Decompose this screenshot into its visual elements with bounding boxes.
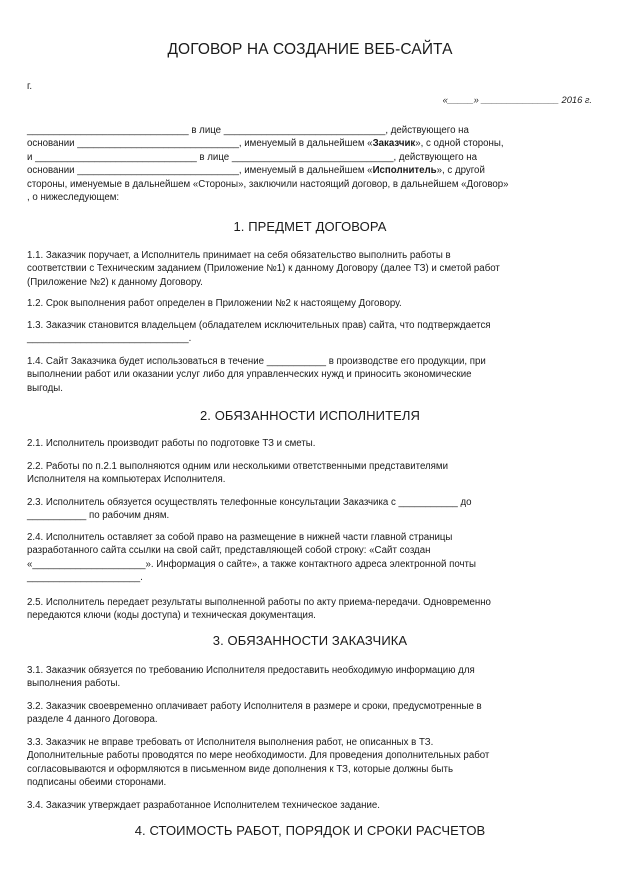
clause-3-2: 3.2. Заказчик своевременно оплачивает работу Исполнителя в размере и сроки, предусмотренные в разделе 4 данного Договора.	[27, 701, 482, 726]
clause-2-1: 2.1. Исполнитель производит работы по подготовке ТЗ и сметы.	[27, 438, 316, 449]
preamble-line: , о нижеследующем:	[27, 192, 120, 204]
preamble-line: ______________________________ в лице ______________________________, действующего на	[27, 125, 469, 136]
document-title: ДОГОВОР НА СОЗДАНИЕ ВЕБ-САЙТА	[167, 41, 453, 58]
preamble-line: основании ______________________________, именуемый в дальнейшем «Заказчик», с одной стороны,	[27, 138, 504, 150]
preamble-line: и ______________________________ в лице ______________________________, действующего на	[27, 151, 478, 163]
section-heading: 3. ОБЯЗАННОСТИ ЗАКАЗЧИКА	[212, 633, 408, 648]
clause-2-4: 2.4. Исполнитель оставляет за собой право на размещение в нижней части главной страницы разработанного сайта ссылки на свой сайт, представляющей собой строку: «Сайт создан «_____________________». Информация о сайте», а также контактного адреса электронной почты _____________________.	[27, 532, 476, 584]
clause-3-1: 3.1. Заказчик обязуется по требованию Исполнителя предоставить необходимую информацию для выполнения работы.	[27, 665, 475, 690]
clause-2-3: 2.3. Исполнитель обязуется осуществлять телефонные консультации Заказчика с ___________ до ___________ по рабочим дням.	[27, 497, 472, 522]
clause-2-5: 2.5. Исполнитель передает результаты выполненной работы по акту приема-передачи. Одновременно передаются ключи (коды доступа) и техническая документация.	[27, 597, 491, 622]
clause-3-4: 3.4. Заказчик утверждает разработанное Исполнителем техническое задание.	[27, 800, 380, 811]
city-line: г.	[27, 81, 33, 92]
section-heading: 2. ОБЯЗАННОСТИ ИСПОЛНИТЕЛЯ	[199, 408, 421, 423]
preamble-line: стороны, именуемые в дальнейшем «Стороны», заключили настоящий договор, в дальнейшем «Договор»	[27, 178, 509, 190]
preamble	[27, 124, 593, 204]
clause-1-3: 1.3. Заказчик становится владельцем (обладателем исключительных прав) сайта, что подтверждается ______________________________.	[27, 320, 491, 345]
section-heading: 1. ПРЕДМЕТ ДОГОВОРА	[233, 219, 387, 234]
clause-1-2: 1.2. Срок выполнения работ определен в Приложении №2 к настоящему Договору.	[27, 298, 402, 309]
clause-2-2: 2.2. Работы по п.2.1 выполняются одним или несколькими ответственными представителями Исполнителя на компьютерах Исполнителя.	[27, 461, 448, 486]
date-line: «_____» _______________ 2016 г.	[442, 95, 592, 105]
clause-1-1: 1.1. Заказчик поручает, а Исполнитель принимает на себя обязательство выполнить работы в соответствии с Техническим заданием (Приложение №1) к данному Договору (далее ТЗ) и сметой работ (Приложение №2) к данному Договору.	[27, 250, 500, 288]
clause-3-3: 3.3. Заказчик не вправе требовать от Исполнителя выполнения работ, не описанных в ТЗ. Дополнительные работы проводятся по мере необходимости. Для проведения дополнительных работ согласовываются и оформляются в письменном виде дополнения к ТЗ, которые должны быть подписаны обеими сторонами.	[27, 737, 490, 789]
section-heading: 4. СТОИМОСТЬ РАБОТ, ПОРЯДОК И СРОКИ РАСЧЕТОВ	[134, 823, 486, 838]
preamble-line: основании ______________________________, именуемый в дальнейшем «Исполнитель», с другой	[27, 165, 485, 177]
clause-1-4: 1.4. Сайт Заказчика будет использоваться в течение ___________ в производстве его продукции, при выполнении работ или оказании услуг либо для управленческих нужд и приносить экономические выгоды.	[27, 356, 486, 394]
